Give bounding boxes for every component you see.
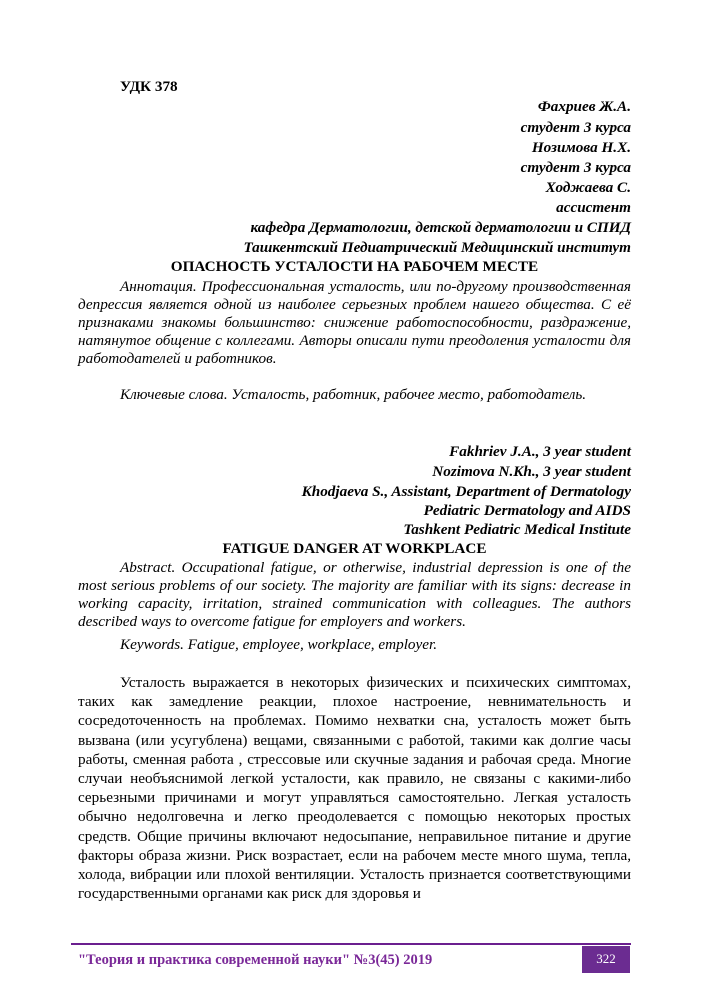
- author-ru-3: Ходжаева С.: [545, 179, 631, 196]
- institute-en: Tashkent Pediatric Medical Institute: [403, 521, 631, 538]
- department-ru: кафедра Дерматологии, детской дерматологии и СПИД: [250, 219, 631, 236]
- author-ru-3-status: ассистент: [556, 199, 631, 216]
- title-en: FATIGUE DANGER AT WORKPLACE: [222, 540, 487, 557]
- author-en-3: Khodjaeva S., Assistant, Department of Dermatology: [301, 483, 631, 500]
- footer-divider: [71, 943, 631, 945]
- abstract-ru: Аннотация. Профессиональная усталость, или по-другому производственная депрессия является одной из наиболее серьезных проблем нашего общества. С её признаками знакомы большинство: снижение работоспособности, раздражение, натянутое общение с коллегами. Авторы описали пути преодоления усталости для работодателей и работников.: [78, 278, 631, 367]
- author-ru-1-status: студент 3 курса: [520, 119, 631, 136]
- author-en-2: Nozimova N.Kh., 3 year student: [432, 463, 631, 480]
- body-text: Усталость выражается в некоторых физических и психических симптомах, таких как замедление реакции, плохое настроение, невнимательность и сосредоточенность на проблемах. Помимо нехватки сна, усталость может быть вызвана (или усугублена) вещами, связанными с работой, такими как долгие часы работы, сменная работа , стрессовые или скучные задания и рабочая среда. Многие случаи необъяснимой легкой усталости, как правило, не связаны с какими-либо серьезными причинами и могут управляться самостоятельно. Легкая усталость обычно недолговечна и легко преодолевается с помощью некоторых простых средств. Общие причины включают недосыпание, неправильное питание и другие факторы образа жизни. Риск возрастает, если на рабочем месте много шума, тепла, холода, вибрации или плохой вентиляции. Усталость признается соответствующими государственными органами как риск для здоровья и: [78, 674, 631, 903]
- author-ru-2-status: студент 3 курса: [520, 159, 631, 176]
- abstract-en: Abstract. Occupational fatigue, or otherwise, industrial depression is one of the most serious problems of our society. The majority are familiar with its signs: decrease in working capacity, irritation, strained communication with colleagues. The authors described ways to overcome fatigue for employers and workers.: [78, 559, 631, 630]
- author-en-1: Fakhriev J.A., 3 year student: [449, 443, 631, 460]
- udk-code: УДК 378: [120, 78, 178, 95]
- page-number-badge: 322: [582, 946, 630, 973]
- institute-ru: Ташкентский Педиатрический Медицинский институт: [243, 239, 631, 256]
- journal-title: "Теория и практика современной науки" №3(45) 2019: [78, 952, 433, 968]
- keywords-ru: Ключевые слова. Усталость, работник, рабочее место, работодатель.: [120, 386, 587, 403]
- author-ru-2: Нозимова Н.Х.: [531, 139, 631, 156]
- keywords-en: Keywords. Fatigue, employee, workplace, employer.: [120, 636, 438, 653]
- department-en: Pediatric Dermatology and AIDS: [423, 502, 631, 519]
- title-ru: ОПАСНОСТЬ УСТАЛОСТИ НА РАБОЧЕМ МЕСТЕ: [170, 258, 539, 275]
- author-ru-1: Фахриев Ж.А.: [537, 98, 631, 115]
